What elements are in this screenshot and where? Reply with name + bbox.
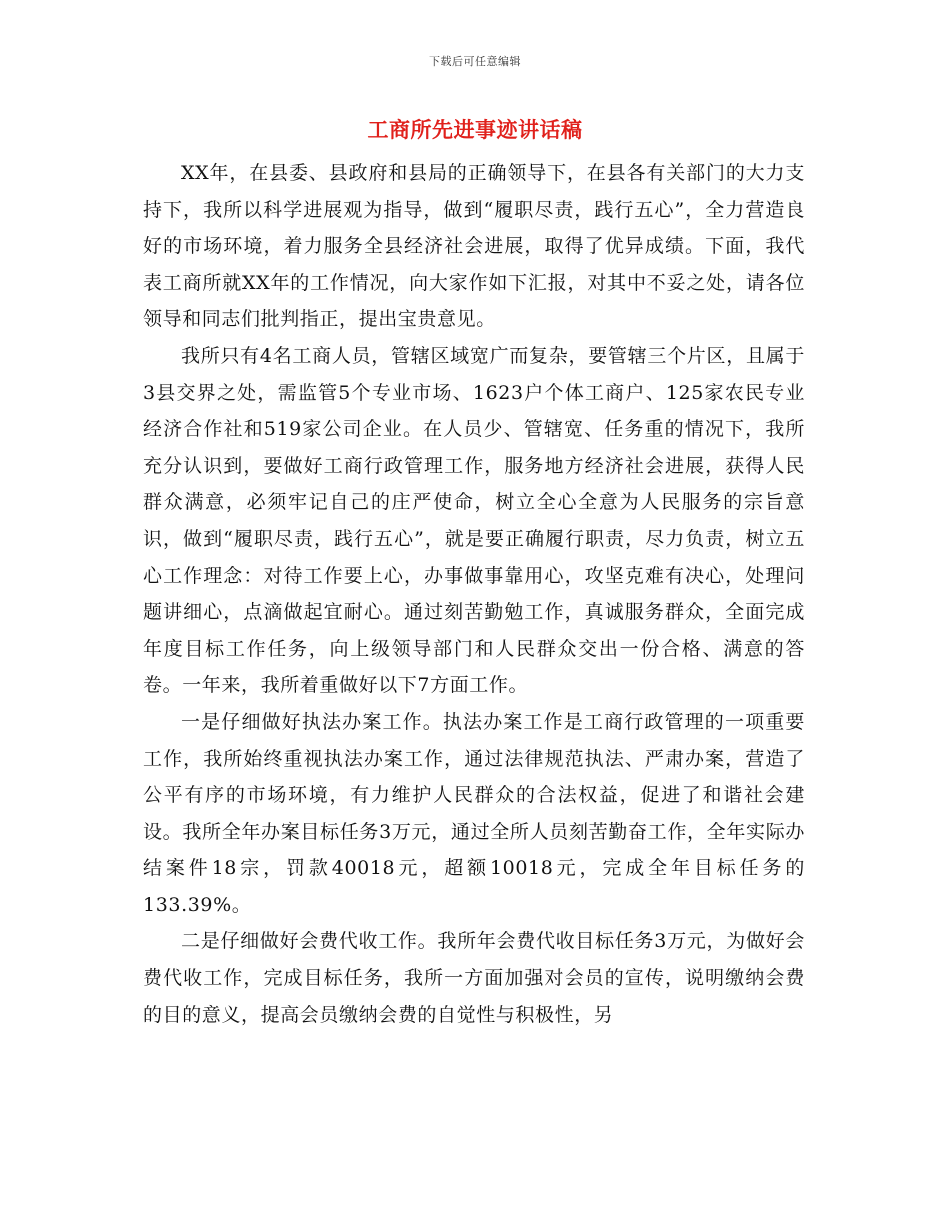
- paragraph-overview: 我所只有4名工商人员，管辖区域宽广而复杂，要管辖三个片区，且属于3县交界之处，需监管5个专业市场、1623户个体工商户、125家农民专业经济合作社和519家公司企业。在人员少、管辖宽、任务重的情况下，我所充分认识到，要做好工商行政管理工作，服务地方经济社会进展，获得人民群众满意，必须牢记自己的庄严使命，树立全心全意为人民服务的宗旨意识，做到“履职尽责，践行五心”，就是要正确履行职责，尽力负责，树立五心工作理念：对待工作要上心，办事做事靠用心，攻坚克难有决心，处理问题讲细心，点滴做起宜耐心。通过刻苦勤勉工作，真诚服务群众，全面完成年度目标工作任务，向上级领导部门和人民群众交出一份合格、满意的答卷。一年来，我所着重做好以下7方面工作。: [143, 344, 805, 697]
- document-title: 工商所先进事迹讲话稿: [367, 117, 583, 142]
- document-body: [143, 155, 805, 1033]
- paragraph-membership-fees: 二是仔细做好会费代收工作。我所年会费代收目标任务3万元，为做好会费代收工作，完成目标任务，我所一方面加强对会员的宣传，说明缴纳会费的目的意义，提高会员缴纳会费的自觉性与积极性，另: [143, 930, 805, 1026]
- paragraph-law-enforcement: 一是仔细做好执法办案工作。执法办案工作是工商行政管理的一项重要工作，我所始终重视执法办案工作，通过法律规范执法、严肃办案，营造了公平有序的市场环境，有力维护人民群众的合法权益，促进了和谐社会建设。我所全年办案目标任务3万元，通过全所人员刻苦勤奋工作，全年实际办结案件18宗，罚款40018元，超额10018元，完成全年目标任务的133.39%。: [143, 710, 805, 916]
- paragraph-intro: XX年，在县委、县政府和县局的正确领导下，在县各有关部门的大力支持下，我所以科学进展观为指导，做到“履职尽责，践行五心”，全力营造良好的市场环境，着力服务全县经济社会进展，取得了优异成绩。下面，我代表工商所就XX年的工作情况，向大家作如下汇报，对其中不妥之处，请各位领导和同志们批判指正，提出宝贵意见。: [143, 162, 805, 331]
- page-header-note: 下载后可任意编辑: [429, 55, 521, 68]
